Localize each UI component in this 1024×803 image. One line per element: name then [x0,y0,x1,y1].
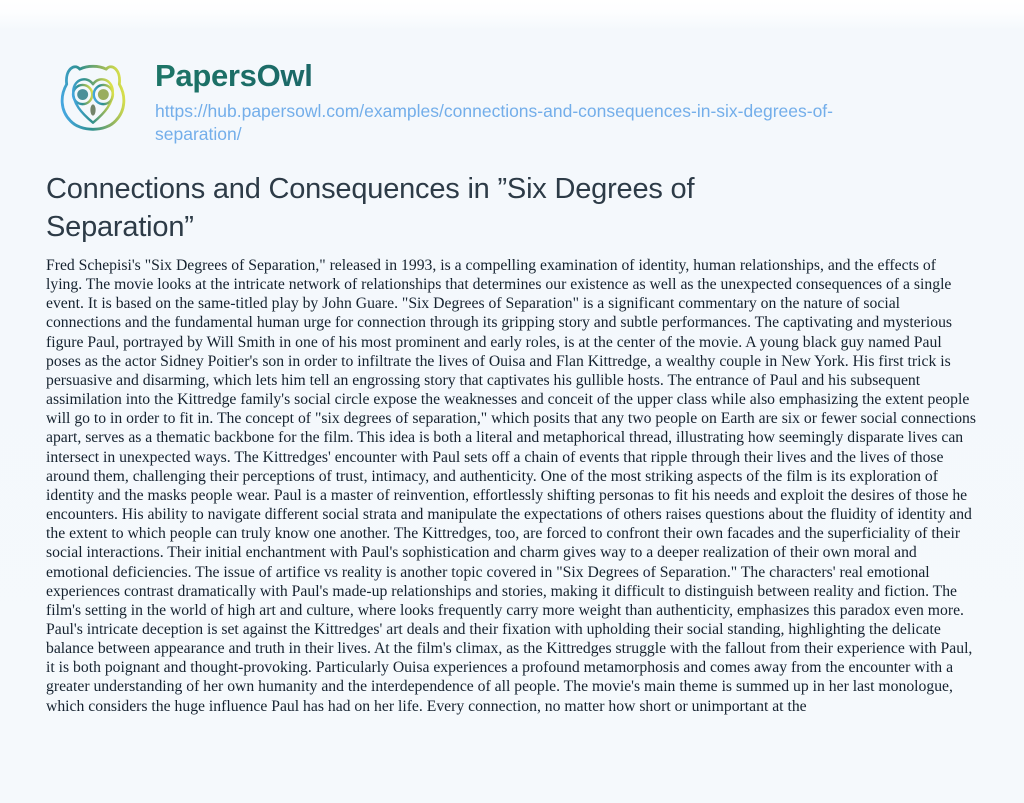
owl-icon [46,56,140,150]
page-title: Connections and Consequences in ”Six Degrees of Separation” [46,173,695,243]
essay-body-text: Fred Schepisi's "Six Degrees of Separation," released in 1993, is a compelling examination of identity, human relationships, and the effects of lying. The movie looks at the intricate network of relationships that determines our existence as well as the unexpected consequences of a single event. It is based on the same-titled play by John Guare. "Six Degrees of Separation" is a significant commentary on the nature of social connections and the fundamental human urge for connection through its gripping story and subtle performances. The captivating and mysterious figure Paul, portrayed by Will Smith in one of his most prominent and early roles, is at the center of the movie. A young black guy named Paul poses as the actor Sidney Poitier's son in order to infiltrate the lives of Ouisa and Flan Kittredge, a wealthy couple in New York. His first trick is persuasive and disarming, which lets him tell an engrossing story that captivates his gullible hosts. The entrance of Paul and his subsequent assimilation into the Kittredge family's social circle expose the weaknesses and conceit of the upper class while also emphasizing the extent people will go to in order to fit in. The concept of "six degrees of separation," which posits that any two people on Earth are six or fewer social connections apart, serves as a thematic backbone for the film. This idea is both a literal and metaphorical thread, illustrating how seemingly disparate lives can intersect in unexpected ways. The Kittredges' encounter with Paul sets off a chain of events that ripple through their lives and the lives of those around them, challenging their perceptions of trust, intimacy, and authenticity. One of the most striking aspects of the film is its exploration of identity and the masks people wear. Paul is a master of reinvention, effortlessly shifting personas to fit his needs and exploit the desires of those he encounters. His ability to navigate different social strata and manipulate the expectations of others raises questions about the fluidity of identity and the extent to which people can truly know one another. The Kittredges, too, are forced to confront their own facades and the superficiality of their social interactions. Their initial enchantment with Paul's sophistication and charm gives way to a deeper realization of their own moral and emotional deficiencies. The issue of artifice vs reality is another topic covered in "Six Degrees of Separation." The characters' real emotional experiences contrast dramatically with Paul's made-up relationships and stories, making it difficult to distinguish between reality and fiction. The film's setting in the world of high art and culture, where looks frequently carry more weight than authenticity, emphasizes this paradox even more. Paul's intricate deception is set against the Kittredges' art deals and their fixation with upholding their social standing, highlighting the delicate balance between appearance and truth in their lives. At the film's climax, as the Kittredges struggle with the fallout from their experience with Paul, it is both poignant and thought-provoking. Particularly Ouisa experiences a profound metamorphosis and comes away from the encounter with a greater understanding of her own humanity and the interdependence of all people. The movie's main theme is summed up in her last monologue, which considers the huge influence Paul has had on her life. Every connection, no matter how short or unimportant at the [46,257,976,715]
page-url-link[interactable]: https://hub.papersowl.com/examples/connections-and-consequences-in-six-degrees-of-separation/ [155,101,833,144]
brand-wordmark: PapersOwl [155,58,907,94]
brand-block [155,56,907,146]
site-header [46,56,907,150]
